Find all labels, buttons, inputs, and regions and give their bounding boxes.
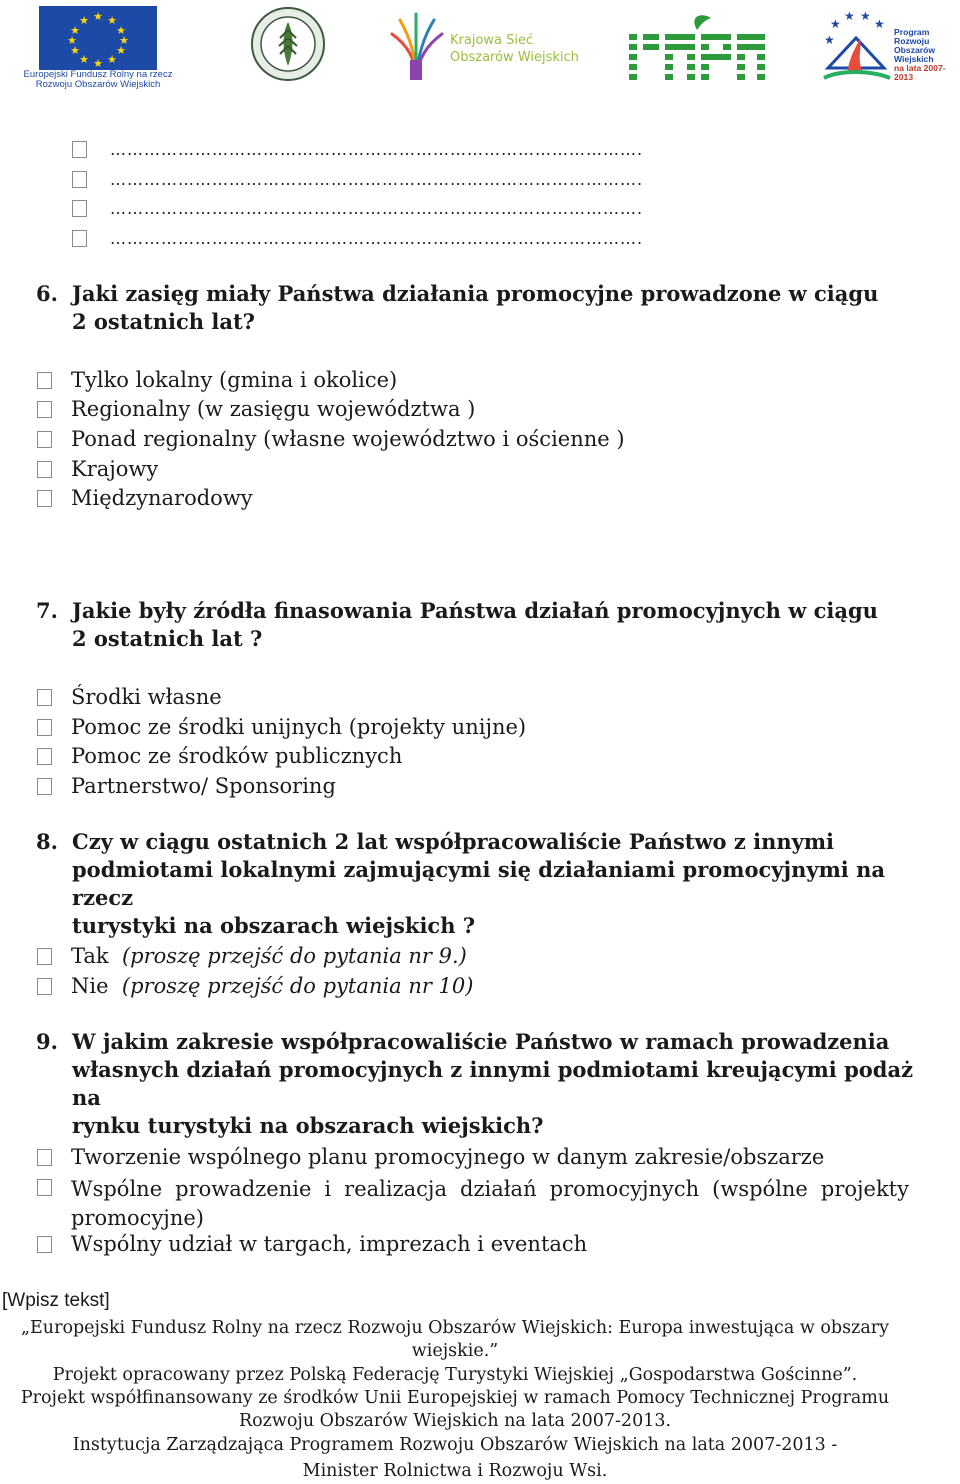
blank-option-checkbox[interactable] xyxy=(72,141,87,158)
checkbox[interactable] xyxy=(37,1236,52,1253)
ministry-seal-logo xyxy=(250,6,326,82)
svg-text:★: ★ xyxy=(67,34,77,47)
svg-text:★: ★ xyxy=(93,10,103,23)
prow-logo-years: na lata 2007-2013 xyxy=(894,63,946,82)
checkbox[interactable] xyxy=(37,401,52,418)
question-number: 9. xyxy=(36,1029,58,1054)
question-number: 8. xyxy=(36,829,58,854)
option-label: Tworzenie wspólnego planu promocyjnego w danym zakresie/obszarze xyxy=(71,1145,825,1169)
option-note: (proszę przejść do pytania nr 9.) xyxy=(121,944,467,968)
svg-text:★: ★ xyxy=(79,53,89,66)
option-label: Międzynarodowy xyxy=(71,486,253,510)
svg-text:★: ★ xyxy=(830,17,841,31)
eu-logo xyxy=(23,4,199,88)
checkbox[interactable] xyxy=(37,778,52,795)
svg-text:★: ★ xyxy=(874,17,885,31)
option-label: Wspólny udział w targach, imprezach i eventach xyxy=(71,1232,588,1256)
checkbox[interactable] xyxy=(37,1149,52,1166)
checkbox[interactable] xyxy=(37,372,52,389)
blank-answer-line[interactable]: …………………………………………………………………………………. xyxy=(110,229,644,248)
svg-text:★: ★ xyxy=(844,9,855,23)
question-number: 6. xyxy=(36,281,58,306)
checkbox[interactable] xyxy=(37,1179,52,1196)
option-label: Tylko lokalny (gmina i okolice) xyxy=(71,368,398,392)
ksow-logo xyxy=(386,8,582,82)
checkbox[interactable] xyxy=(37,719,52,736)
blank-answer-line[interactable]: …………………………………………………………………………………. xyxy=(110,140,644,159)
option-label: Partnerstwo/ Sponsoring xyxy=(71,774,336,798)
svg-text:★: ★ xyxy=(79,14,89,27)
checkbox[interactable] xyxy=(37,748,52,765)
blank-answer-line[interactable]: …………………………………………………………………………………. xyxy=(110,170,644,189)
footer-line: „Europejski Fundusz Rolny na rzecz Rozwoju Obszarów Wiejskich: Europa inwestująca w obszary xyxy=(20,1318,890,1338)
option-yes: Tak (proszę przejść do pytania nr 9.) xyxy=(71,944,467,968)
svg-text:★: ★ xyxy=(860,9,871,23)
blank-answer-line[interactable]: …………………………………………………………………………………. xyxy=(110,199,644,218)
prow-logo-text: Program Rozwoju Obszarów Wiejskich xyxy=(894,27,936,64)
fapa-logo xyxy=(627,10,767,82)
checkbox-no[interactable] xyxy=(37,978,52,995)
footer-line: Minister Rolnictwa i Rozwoju Wsi. xyxy=(302,1461,608,1481)
blank-option-checkbox[interactable] xyxy=(72,200,87,217)
checkbox[interactable] xyxy=(37,431,52,448)
checkbox-yes[interactable] xyxy=(37,948,52,965)
option-label: Pomoc ze środki unijnych (projekty unijne) xyxy=(71,715,527,739)
prow-logo xyxy=(820,8,960,84)
question-number: 7. xyxy=(36,598,58,623)
question-7 xyxy=(0,597,960,657)
svg-text:★: ★ xyxy=(116,44,126,57)
option-label: Krajowy xyxy=(71,457,159,481)
option-no: Nie (proszę przejść do pytania nr 10) xyxy=(71,974,474,998)
option-label: Ponad regionalny (własne województwo i ościenne ) xyxy=(71,427,625,451)
question-6 xyxy=(0,280,960,340)
option-label: Wspólne prowadzenie i realizacja działań promocyjnych (wspólne projekty promocyjne) xyxy=(71,1177,909,1230)
svg-text:★: ★ xyxy=(93,57,103,70)
option-label: Regionalny (w zasięgu województwa ) xyxy=(71,397,476,421)
footer-line: Projekt współfinansowany ze środków Unii Europejskiej w ramach Pomocy Technicznej Programu xyxy=(20,1388,890,1408)
svg-text:★: ★ xyxy=(107,53,117,66)
header-placeholder-text[interactable]: [Wpisz tekst] xyxy=(2,1290,110,1311)
checkbox[interactable] xyxy=(37,490,52,507)
option-label: Środki własne xyxy=(71,685,222,709)
blank-option-checkbox[interactable] xyxy=(72,230,87,247)
svg-text:★: ★ xyxy=(70,24,80,37)
svg-text:★: ★ xyxy=(824,33,835,47)
blank-option-checkbox[interactable] xyxy=(72,171,87,188)
svg-text:★: ★ xyxy=(116,24,126,37)
question-9 xyxy=(0,1028,960,1138)
footer-line: Instytucja Zarządzająca Programem Rozwoju Obszarów Wiejskich na lata 2007-2013 - xyxy=(72,1435,838,1455)
option-note: (proszę przejść do pytania nr 10) xyxy=(121,974,474,998)
checkbox[interactable] xyxy=(37,461,52,478)
ksow-logo-text: Krajowa Sieć Obszarów Wiejskich xyxy=(450,33,579,65)
option-label: Pomoc ze środków publicznych xyxy=(71,744,403,768)
eu-flag-icon xyxy=(39,6,157,70)
question-text: Czy w ciągu ostatnich 2 lat współpracowaliście Państwo z innymi podmiotami lokalnymi zajmującymi się działaniami promocyjnymi na rzecz turystyki na obszarach wiejskich ? xyxy=(72,829,885,938)
footer-line: Rozwoju Obszarów Wiejskich na lata 2007-2013. xyxy=(238,1411,672,1431)
footer-line: wiejskie.” xyxy=(411,1341,499,1361)
question-text: W jakim zakresie współpracowaliście Państwo w ramach prowadzenia własnych działań promocyjnych z innymi podmiotami kreującymi podaż na rynku turystyki na obszarach wiejskich? xyxy=(72,1029,913,1138)
question-text: Jakie były źródła finasowania Państwa działań promocyjnych w ciągu 2 ostatnich lat ? xyxy=(72,598,878,651)
footer-line: Projekt opracowany przez Polską Federację Turystyki Wiejskiej „Gospodarstwa Gościnne”. xyxy=(52,1365,858,1385)
question-8 xyxy=(0,828,960,938)
svg-text:★: ★ xyxy=(107,14,117,27)
svg-text:★: ★ xyxy=(119,34,129,47)
svg-text:★: ★ xyxy=(70,44,80,57)
checkbox[interactable] xyxy=(37,689,52,706)
question-text: Jaki zasięg miały Państwa działania promocyjne prowadzone w ciągu 2 ostatnich lat? xyxy=(72,281,879,334)
eu-logo-caption: Europejski Fundusz Rolny na rzecz Rozwoju Obszarów Wiejskich xyxy=(23,69,173,90)
